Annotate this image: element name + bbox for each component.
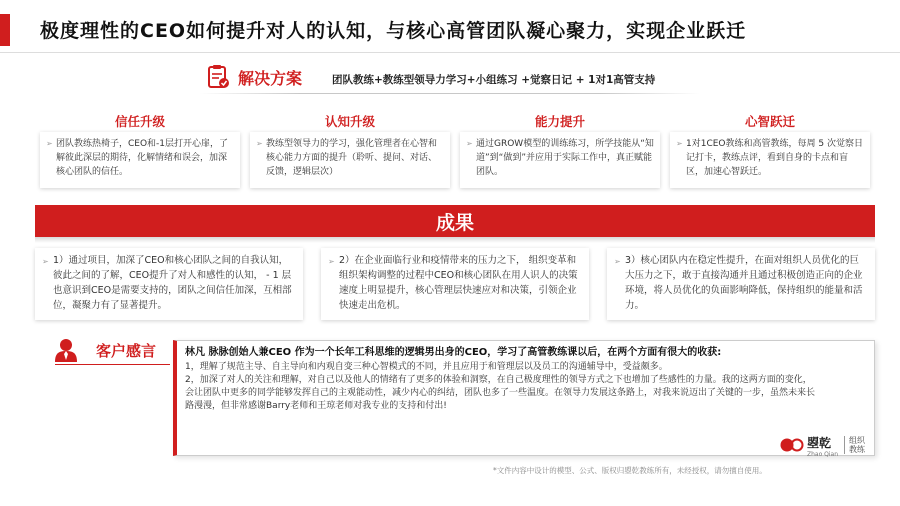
chevron-icon: ➢ (676, 139, 683, 148)
column-card-ability (460, 132, 660, 188)
column-text: 教练型领导力的学习，强化管理者在心智和核心能力方面的提升（聆听、提问、对话、反馈，逻辑层次） (266, 139, 438, 177)
column-text: 通过GROW模型的训练练习，所学技能从“知道”到“做到”并应用于实际工作中，真正赋能团队。 (476, 139, 654, 177)
testimonial-intro: 林凡 脉脉创始人兼CEO 作为一个长年工科思维的逻辑男出身的CEO，学习了高管教练课以后，在两个方面有很大的收获: (185, 347, 722, 358)
column-text: 1对1CEO教练和高管教练，每周 5 次觉察日记打卡，教练点评，看到自身的卡点和盲区，加速心智跃迁。 (686, 139, 863, 177)
title-divider (0, 52, 900, 53)
testimonial-line: 会让团队中更多的同学能够发挥自己的主观能动性，减少内心的纠结，团队也多了一些温度。在领导力发展这条路上，对我来说迈出了关键的一步，虽然未来长 (185, 388, 816, 398)
column-card-mind (670, 132, 870, 188)
column-head-trust: 信任升级 (40, 112, 240, 130)
solution-description: 团队教练+教练型领导力学习+小组练习 +觉察日记 + 1对1高管支持 (332, 74, 656, 86)
column-card-cognition (250, 132, 450, 188)
column-head-mind: 心智跃迁 (670, 112, 870, 130)
result-title: 成果 (435, 212, 474, 234)
person-icon (55, 338, 77, 362)
testimonial-line: 路漫漫，但非常感谢Barry老师和王琼老师对我专业的支持和付出! (185, 401, 447, 411)
footnote: *文件内容中设计的模型、公式、版权归曌乾教练所有，未经授权，请勿擅自使用。 (493, 466, 767, 475)
testimonial-line: 2，加深了对人的关注和理解，对自己以及他人的情绪有了更多的体验和洞察，在自己极度理性的领导方式之下也增加了些感性的力量。我的这两方面的变化， (185, 375, 812, 385)
logo-en: Zhao Qian (807, 451, 839, 458)
result-card-2 (321, 248, 589, 320)
result-card-3 (607, 248, 875, 320)
chevron-icon: ➢ (466, 139, 473, 148)
logo-cn: 曌乾 (807, 436, 832, 450)
chevron-icon: ➢ (614, 257, 621, 266)
column-head-ability: 能力提升 (460, 112, 660, 130)
brand-logo (780, 433, 870, 457)
chevron-icon: ➢ (42, 257, 49, 266)
page-title: 极度理性的CEO如何提升对人的认知，与核心高管团队凝心聚力，实现企业跃迁 (40, 20, 747, 42)
column-text: 团队教练热椅子，CEO和-1层打开心扉，了解彼此深层的期待，化解情绪和误会，加深核心团队的信任。 (56, 139, 229, 177)
testimonial-line: 1，理解了规范主导、自主导向和内观自变三种心智模式的不同，并且应用于和管理层以及员工的沟通辅导中，受益颇多。 (185, 362, 668, 372)
result-text: 2）在企业面临行业和疫情带来的压力之下， 组织变革和组织架构调整的过程中CEO和核心团队在用人识人的决策速度上明显提升，核心管理层快速应对和决策，引领企业快速走出危机。 (339, 255, 578, 311)
result-text: 1）通过项目，加深了CEO和核心团队之间的自我认知，彼此之间的了解，CEO提升了对人和感性的认知， - 1 层也意识到CEO是需要支持的，团队之间信任加深，互相部位，凝聚力有了显著提升。 (53, 255, 292, 311)
result-card-1 (35, 248, 303, 320)
solution-label: 解决方案 (238, 69, 303, 88)
testimonial-underline (55, 364, 170, 365)
column-card-trust (40, 132, 240, 188)
document-check-icon (208, 65, 230, 89)
solution-divider (200, 93, 700, 94)
result-text: 3）核心团队内在稳定性提升，在面对组织人员优化的巨大压力之下，敢于直接沟通并且通过积极创造正向的企业环境，将人员优化的负面影响降低，保持组织的能量和活力。 (625, 255, 863, 311)
chevron-icon: ➢ (328, 257, 335, 266)
title-accent-bar (0, 14, 10, 46)
result-banner (35, 205, 875, 237)
result-banner-shadow (35, 237, 875, 243)
chevron-icon: ➢ (256, 139, 263, 148)
logo-mark-icon (780, 435, 804, 455)
testimonial-box (173, 340, 875, 456)
chevron-icon: ➢ (46, 139, 53, 148)
logo-tag: 组织教练 (844, 436, 870, 454)
testimonial-label: 客户感言 (96, 342, 157, 360)
column-head-cognition: 认知升级 (250, 112, 450, 130)
